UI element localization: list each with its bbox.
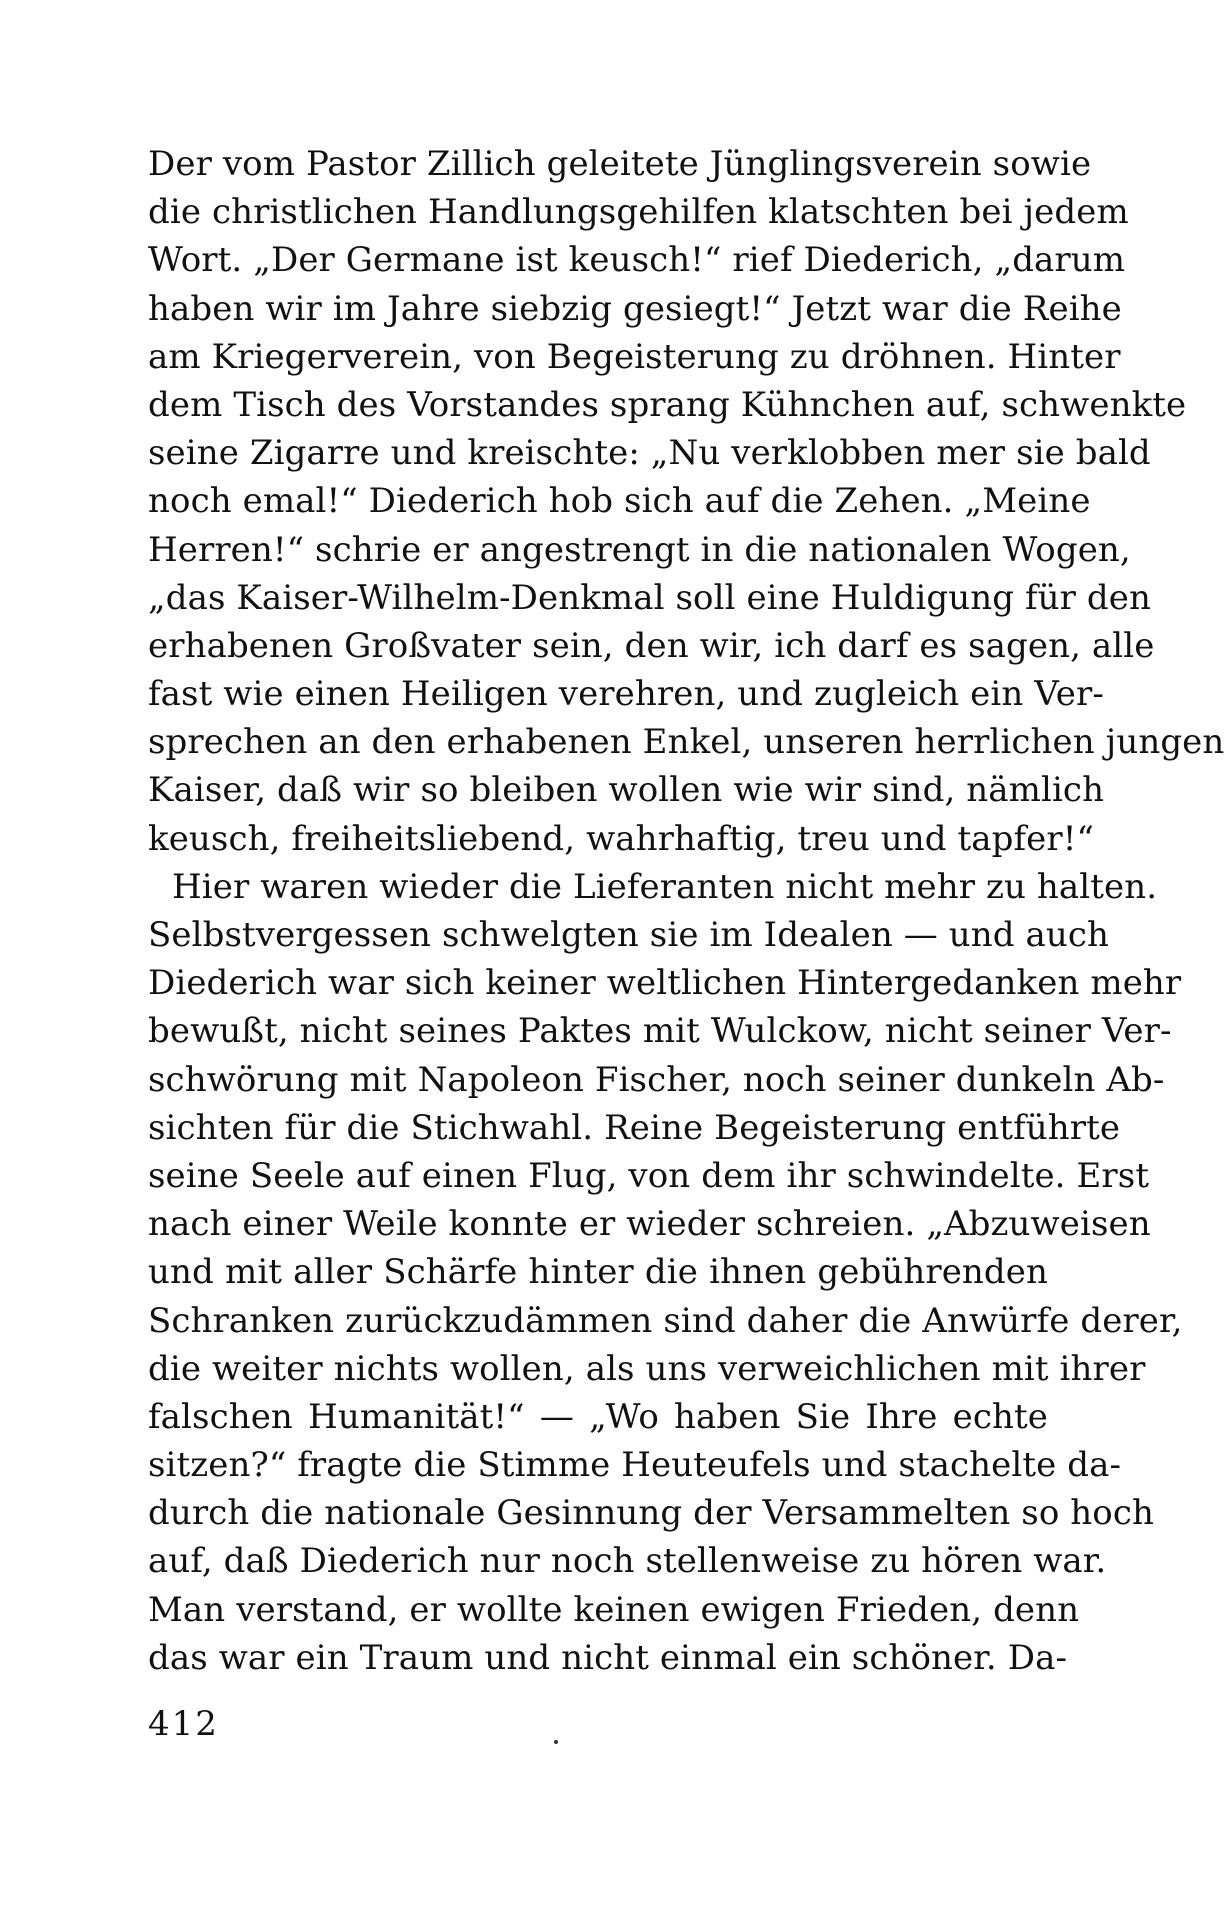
text-line-2: die christlichen Handlungsgehilfen klatschten bei jedem: [148, 192, 1129, 233]
text-line-7: seine Zigarre und kreischte: „Nu verklobben mer sie bald: [148, 433, 1151, 474]
text-line-10: „das Kaiser-Wilhelm-Denkmal soll eine Huldigung für den: [148, 577, 1152, 618]
text-line-22: seine Seele auf einen Flug, von dem ihr schwindelte. Erst: [148, 1155, 1150, 1196]
text-line-30: auf, daß Diederich nur noch stellenweise zu hören war.: [148, 1541, 1107, 1582]
text-line-8: noch emal!“ Diederich hob sich auf die Zehen. „Meine: [148, 481, 1091, 522]
text-line-25: Schranken zurückzudämmen sind daher die Anwürfe derer,: [148, 1300, 1183, 1341]
text-line-20: schwörung mit Napoleon Fischer, noch seiner dunkeln Ab-: [148, 1059, 1165, 1100]
text-line-6: dem Tisch des Vorstandes sprang Kühnchen auf, schwenkte: [148, 384, 1187, 425]
text-line-24: und mit aller Schärfe hinter die ihnen gebührenden: [148, 1252, 1048, 1293]
text-line-12: fast wie einen Heiligen verehren, und zugleich ein Ver-: [148, 674, 1104, 715]
page-number: 412: [148, 1704, 219, 1744]
text-line-31: Man verstand, er wollte keinen ewigen Frieden, denn: [148, 1589, 1080, 1630]
text-line-11: erhabenen Großvater sein, den wir, ich darf es sagen, alle: [148, 625, 1155, 666]
text-line-29: durch die nationale Gesinnung der Versammelten so hoch: [148, 1493, 1155, 1534]
text-line-3: Wort. „Der Germane ist keusch!“ rief Diederich, „darum: [148, 240, 1126, 281]
text-line-5: am Kriegerverein, von Begeisterung zu dröhnen. Hinter: [148, 336, 1121, 377]
text-line-23: nach einer Weile konnte er wieder schreien. „Abzuweisen: [148, 1204, 1151, 1245]
text-line-18: Diederich war sich keiner weltlichen Hintergedanken mehr: [148, 963, 1182, 1004]
text-line-27: falschen Humanität!“ — „Wo haben Sie Ihre echte: [148, 1396, 1048, 1437]
text-line-9: Herren!“ schrie er angestrengt in die nationalen Wogen,: [148, 529, 1131, 570]
body-text: [148, 140, 1224, 1682]
text-line-4: haben wir im Jahre siebzig gesiegt!“ Jetzt war die Reihe: [148, 288, 1122, 329]
text-line-1: Der vom Pastor Zillich geleitete Jünglingsverein sowie: [148, 144, 1092, 184]
text-line-13: sprechen an den erhabenen Enkel, unseren herrlichen jungen: [148, 722, 1224, 763]
text-line-17: Selbstvergessen schwelgten sie im Idealen — und auch: [148, 915, 1110, 955]
text-line-28: sitzen?“ fragte die Stimme Heuteufels und stachelte da-: [148, 1445, 1122, 1486]
text-line-15: keusch, freiheitsliebend, wahrhaftig, treu und tapfer!“: [148, 818, 1094, 859]
text-line-14: Kaiser, daß wir so bleiben wollen wie wir sind, nämlich: [148, 770, 1105, 811]
text-line-16: Hier waren wieder die Lieferanten nicht mehr zu halten.: [172, 866, 1158, 907]
text-line-21: sichten für die Stichwahl. Reine Begeisterung entführte: [148, 1107, 1121, 1148]
ink-dot: [554, 1740, 558, 1744]
text-line-19: bewußt, nicht seines Paktes mit Wulckow, nicht seiner Ver-: [148, 1011, 1172, 1052]
text-line-26: die weiter nichts wollen, als uns verweichlichen mit ihrer: [148, 1348, 1146, 1389]
text-line-32: das war ein Traum und nicht einmal ein schöner. Da-: [148, 1637, 1068, 1678]
